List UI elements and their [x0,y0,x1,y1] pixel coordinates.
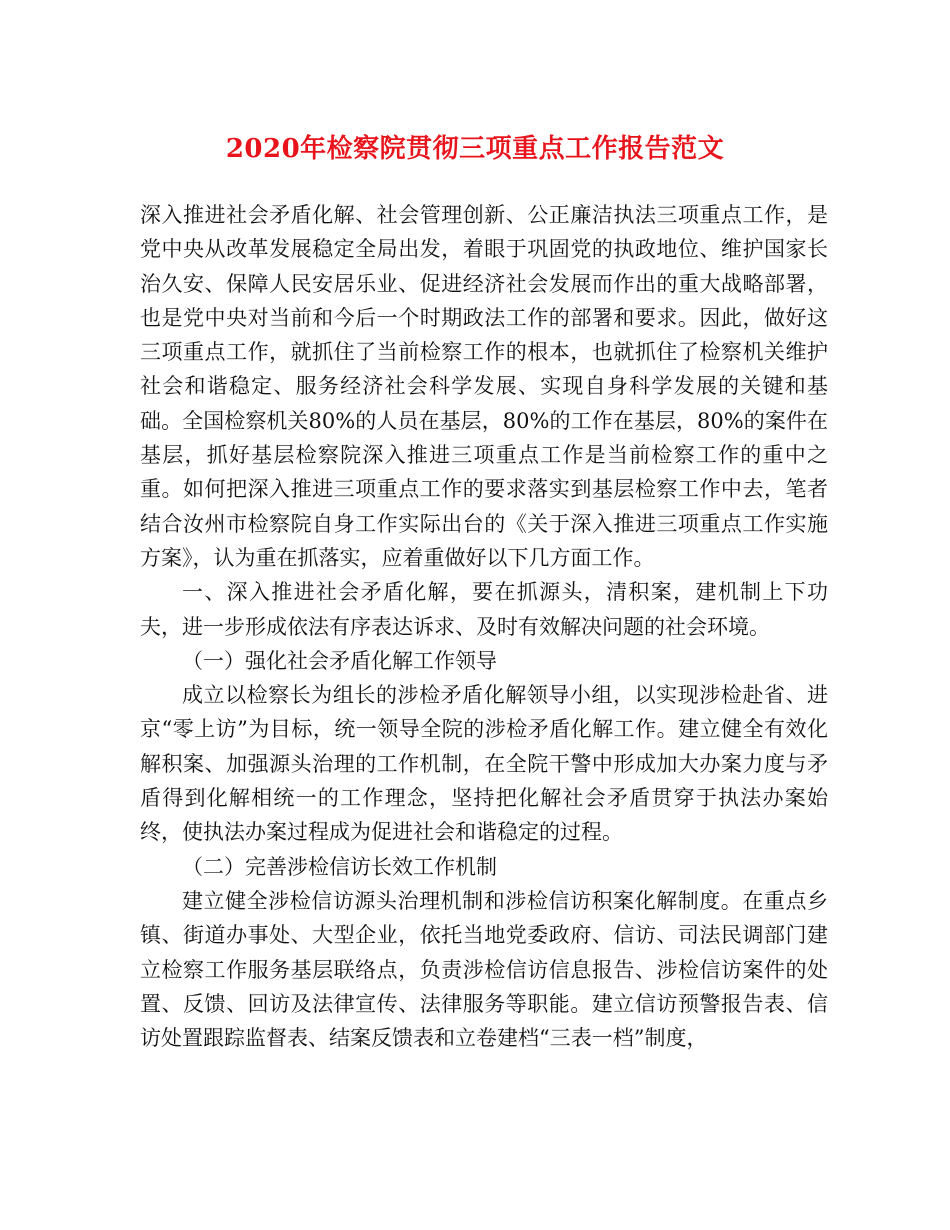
paragraph-2: 建立健全涉检信访源头治理机制和涉检信访积案化解制度。在重点乡镇、街道办事处、大型企业，依托当地党委政府、信访、司法民调部门建立检察工作服务基层联络点，负责涉检信访信息报告、涉检信访案件的处置、反馈、回访及法律宣传、法律服务等职能。建立信访预警报告表、信访处置跟踪监督表、结案反馈表和立卷建档“三表一档”制度， [140,888,828,1051]
document-title: 2020年检察院贯彻三项重点工作报告范文 [225,134,725,164]
subheading-2: （二）完善涉检信访长效工作机制 [182,854,497,879]
intro-paragraph: 深入推进社会矛盾化解、社会管理创新、公正廉洁执法三项重点工作，是党中央从改革发展稳定全局出发，着眼于巩固党的执政地位、维护国家长治久安、保障人民安居乐业、促进经济社会发展而作出的重大战略部署，也是党中央对当前和今后一个时期政法工作的部署和要求。因此，做好这三项重点工作，就抓住了当前检察工作的根本，也就抓住了检察机关维护社会和谐稳定、服务经济社会科学发展、实现自身科学发展的关键和基础。全国检察机关80%的人员在基层，80%的工作在基层，80%的案件在基层，抓好基层检察院深入推进三项重点工作是当前检察工作的重中之重。如何把深入推进三项重点工作的要求落实到基层检察工作中去，笔者结合汝州市检察院自身工作实际出台的《关于深入推进三项重点工作实施方案》，认为重在抓落实，应着重做好以下几方面工作。 [140,203,828,570]
subheading-1: （一）强化社会矛盾化解工作领导 [182,648,497,673]
document-body [140,198,828,1055]
paragraph-1: 成立以检察长为组长的涉检矛盾化解领导小组，以实现涉检赴省、进京“零上访”为目标，统一领导全院的涉检矛盾化解工作。建立健全有效化解积案、加强源头治理的工作机制，在全院干警中形成加大办案力度与矛盾得到化解相统一的工作理念，坚持把化解社会矛盾贯穿于执法办案始终，使执法办案过程成为促进社会和谐稳定的过程。 [140,683,828,845]
section-heading-1: 一、深入推进社会矛盾化解，要在抓源头，清积案，建机制上下功夫，进一步形成依法有序表达诉求、及时有效解决问题的社会环境。 [140,580,828,639]
